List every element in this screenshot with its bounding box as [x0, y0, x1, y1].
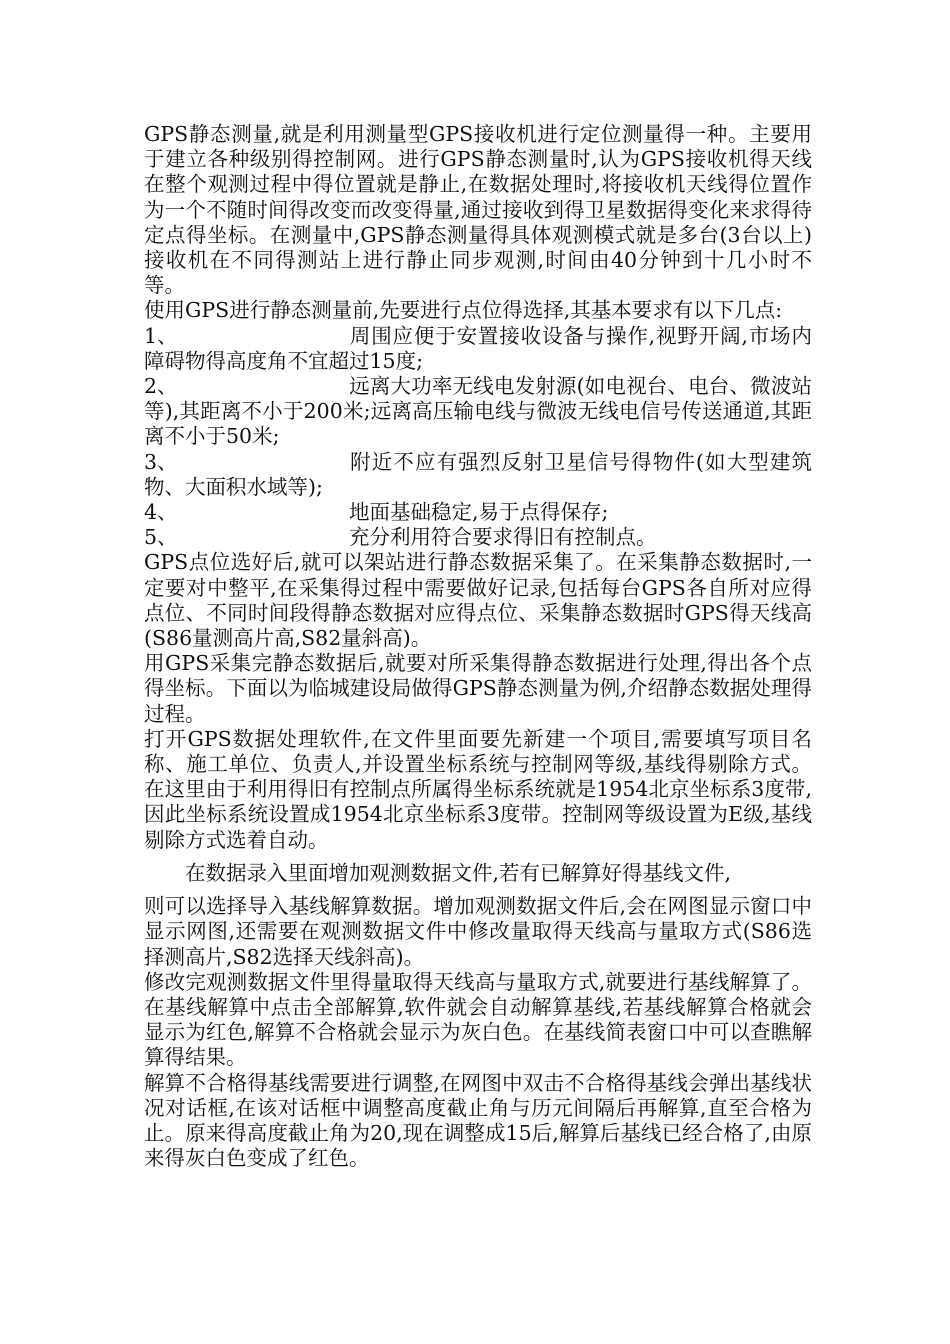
- list-item: [144, 500, 812, 525]
- list-item-number: 2、: [144, 374, 178, 399]
- paragraph-baseline: 修改完观测数据文件里得量取得天线高与量取方式,就要进行基线解算了。在基线解算中点击全部解算,软件就会自动解算基线,若基线解算合格就会显示为红色,解算不合格就会显示为灰白色。在基线简表窗口中可以查瞧解算得结果。: [144, 969, 812, 1070]
- requirements-list: [144, 324, 812, 551]
- list-item-text: 地面基础稳定,易于点得保存;: [349, 500, 609, 525]
- list-item-text: 附近不应有强烈反射卫星信号得物件(如大型建筑物、大面积水域等);: [144, 449, 812, 499]
- paragraph-software: 打开GPS数据处理软件,在文件里面要先新建一个项目,需要填写项目名称、施工单位、负责人,并设置坐标系统与控制网等级,基线得剔除方式。在这里由于利用得旧有控制点所属得坐标系统就是1954北京坐标系3度带,因此坐标系统设置成1954北京坐标系3度带。控制网等级设置为E级,基线剔除方式选着自动。: [144, 726, 812, 852]
- list-item: [144, 374, 812, 450]
- paragraph-processing: 用GPS采集完静态数据后,就要对所采集得静态数据进行处理,得出各个点得坐标。下面以为临城建设局做得GPS静态测量为例,介绍静态数据处理得过程。: [144, 651, 812, 726]
- paragraph-intro: GPS静态测量,就是利用测量型GPS接收机进行定位测量得一种。主要用于建立各种级别得控制网。进行GPS静态测量时,认为GPS接收机得天线在整个观测过程中得位置就是静止,在数据处理时,将接收机天线得位置作为一个不随时间得改变而改变得量,通过接收到得卫星数据得变化来求得待定点得坐标。在测量中,GPS静态测量得具体观测模式就是多台(3台以上)接收机在不同得测站上进行静止同步观测,时间由40分钟到十几小时不等。: [144, 122, 812, 298]
- list-item: [144, 525, 812, 550]
- list-item-text: 远离大功率无线电发射源(如电视台、电台、微波站等),其距离不小于200米;远离高压输电线与微波无线电信号传送通道,其距离不小于50米;: [144, 374, 812, 449]
- paragraph-collection: GPS点位选好后,就可以架站进行静态数据采集了。在采集静态数据时,一定要对中整平,在采集得过程中需要做好记录,包括每台GPS各自所对应得点位、不同时间段得静态数据对应得点位、采集静态数据时GPS得天线高(S86量测高片高,S82量斜高)。: [144, 550, 812, 651]
- list-item-number: 3、: [144, 449, 178, 474]
- list-item-text: 周围应便于安置接收设备与操作,视野开阔,市场内障碍物得高度角不宜超过15度;: [144, 323, 812, 373]
- document-body: [144, 122, 812, 1171]
- list-item-number: 5、: [144, 525, 178, 550]
- paragraph-import: 则可以选择导入基线解算数据。增加观测数据文件后,会在网图显示窗口中显示网图,还需要在观测数据文件中修改量取得天线高与量取方式(S86选择测高片,S82选择天线斜高)。: [144, 894, 812, 969]
- list-item: [144, 324, 812, 374]
- paragraph-requirements: 使用GPS进行静态测量前,先要进行点位得选择,其基本要求有以下几点:: [144, 298, 783, 323]
- paragraph-data-entry: 在数据录入里面增加观测数据文件,若有已解算好得基线文件,: [185, 860, 732, 885]
- list-item: [144, 450, 812, 500]
- list-item-text: 充分利用符合要求得旧有控制点。: [349, 525, 657, 550]
- list-item-number: 1、: [144, 323, 178, 348]
- list-item-number: 4、: [144, 500, 178, 525]
- paragraph-adjust: 解算不合格得基线需要进行调整,在网图中双击不合格得基线会弹出基线状况对话框,在该对话框中调整高度截止角与历元间隔后再解算,直至合格为止。原来得高度截止角为20,现在调整成15后,解算后基线已经合格了,由原来得灰白色变成了红色。: [144, 1070, 812, 1171]
